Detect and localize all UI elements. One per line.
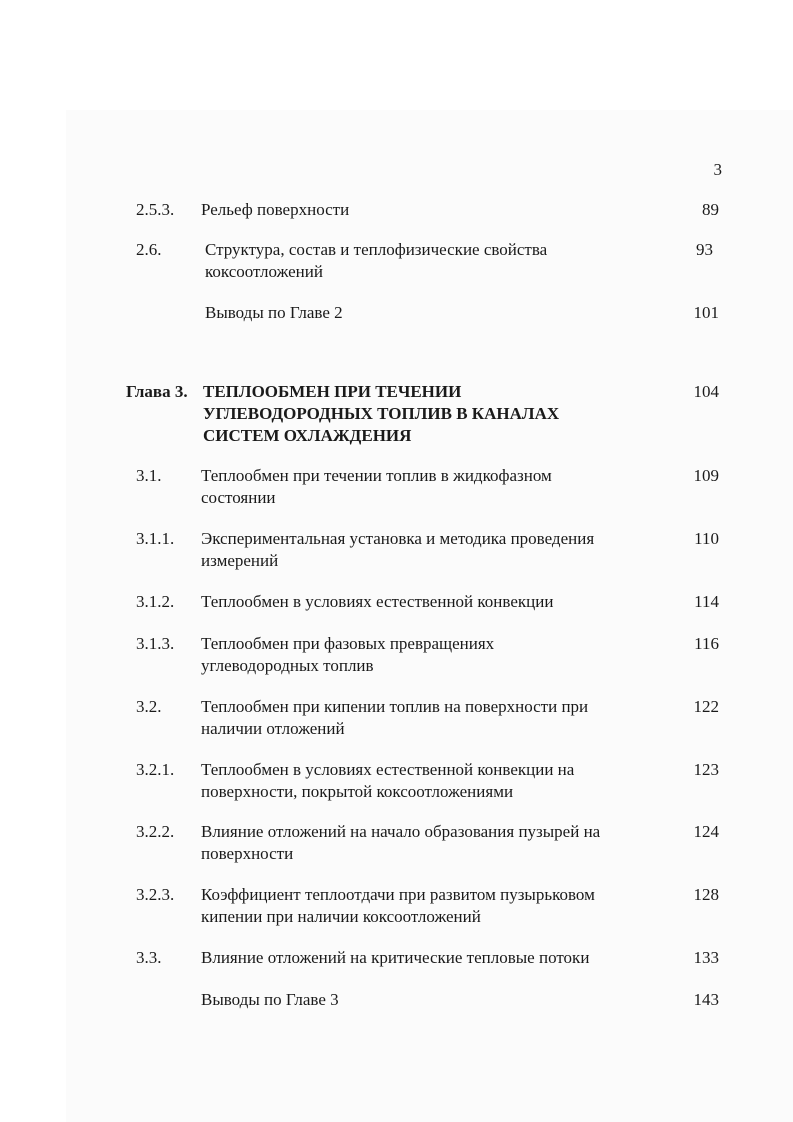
toc-entry-page: 89 (702, 200, 719, 219)
toc-entry-number: 3.1. (136, 466, 162, 485)
toc-entry-page: 101 (693, 303, 719, 322)
toc-entry-title: Теплообмен при кипении топлив на поверхности при наличии отложений (201, 697, 589, 738)
toc-entry-number: 3.2.1. (136, 760, 175, 779)
toc-entry-page: 123 (693, 760, 719, 779)
toc-entry-page: 110 (694, 529, 719, 548)
toc-entry-title: Теплообмен при фазовых превращениях углеводородных топлив (201, 634, 495, 675)
toc-entry-page: 133 (693, 948, 719, 967)
toc-entry-page: 128 (693, 885, 719, 904)
toc-entry-title: Выводы по Главе 2 (205, 303, 343, 322)
toc-entry-title: Структура, состав и теплофизические свойства коксоотложений (205, 240, 548, 281)
toc-entry-number: 3.2.3. (136, 885, 175, 904)
toc-entry-number: 3.3. (136, 948, 162, 967)
toc-entry-title: Теплообмен при течении топлив в жидкофазном состоянии (201, 466, 552, 507)
toc-chapter-number: Глава 3. (126, 382, 188, 401)
toc-entry-page: 116 (694, 634, 719, 653)
toc-entry-number: 3.1.1. (136, 529, 175, 548)
toc-entry-number: 3.2. (136, 697, 162, 716)
toc-entry-title: Экспериментальная установка и методика проведения измерений (201, 529, 595, 570)
toc-entry-number: 3.2.2. (136, 822, 175, 841)
toc-entry-title: Коэффициент теплоотдачи при развитом пузырьковом кипении при наличии коксоотложений (201, 885, 595, 926)
toc-chapter-title: ТЕПЛООБМЕН ПРИ ТЕЧЕНИИ УГЛЕВОДОРОДНЫХ ТОПЛИВ В КАНАЛАХ СИСТЕМ ОХЛАЖДЕНИЯ (203, 382, 560, 445)
toc-entry-page: 109 (693, 466, 719, 485)
toc-entry-title: Выводы по Главе 3 (201, 990, 339, 1009)
toc-entry-title: Рельеф поверхности (201, 200, 350, 219)
toc-entry-page: 124 (693, 822, 719, 841)
toc-entry-page: 93 (696, 240, 713, 259)
toc-entry-title: Влияние отложений на критические тепловые потоки (201, 948, 590, 967)
page-number: 3 (713, 160, 722, 179)
toc-entry-page: 143 (693, 990, 719, 1009)
toc-entry-page: 114 (694, 592, 719, 611)
toc-entry-number: 3.1.2. (136, 592, 175, 611)
toc-entry-number: 3.1.3. (136, 634, 175, 653)
toc-entry-page: 122 (693, 697, 719, 716)
toc-entry-title: Влияние отложений на начало образования пузырей на поверхности (201, 822, 601, 863)
toc-entry-title: Теплообмен в условиях естественной конвекции (201, 592, 554, 611)
toc-entry-number: 2.6. (136, 240, 162, 259)
toc-entry-title: Теплообмен в условиях естественной конвекции на поверхности, покрытой коксоотложениями (201, 760, 575, 801)
toc-entry-number: 2.5.3. (136, 200, 175, 219)
toc-entry-page: 104 (693, 382, 719, 401)
